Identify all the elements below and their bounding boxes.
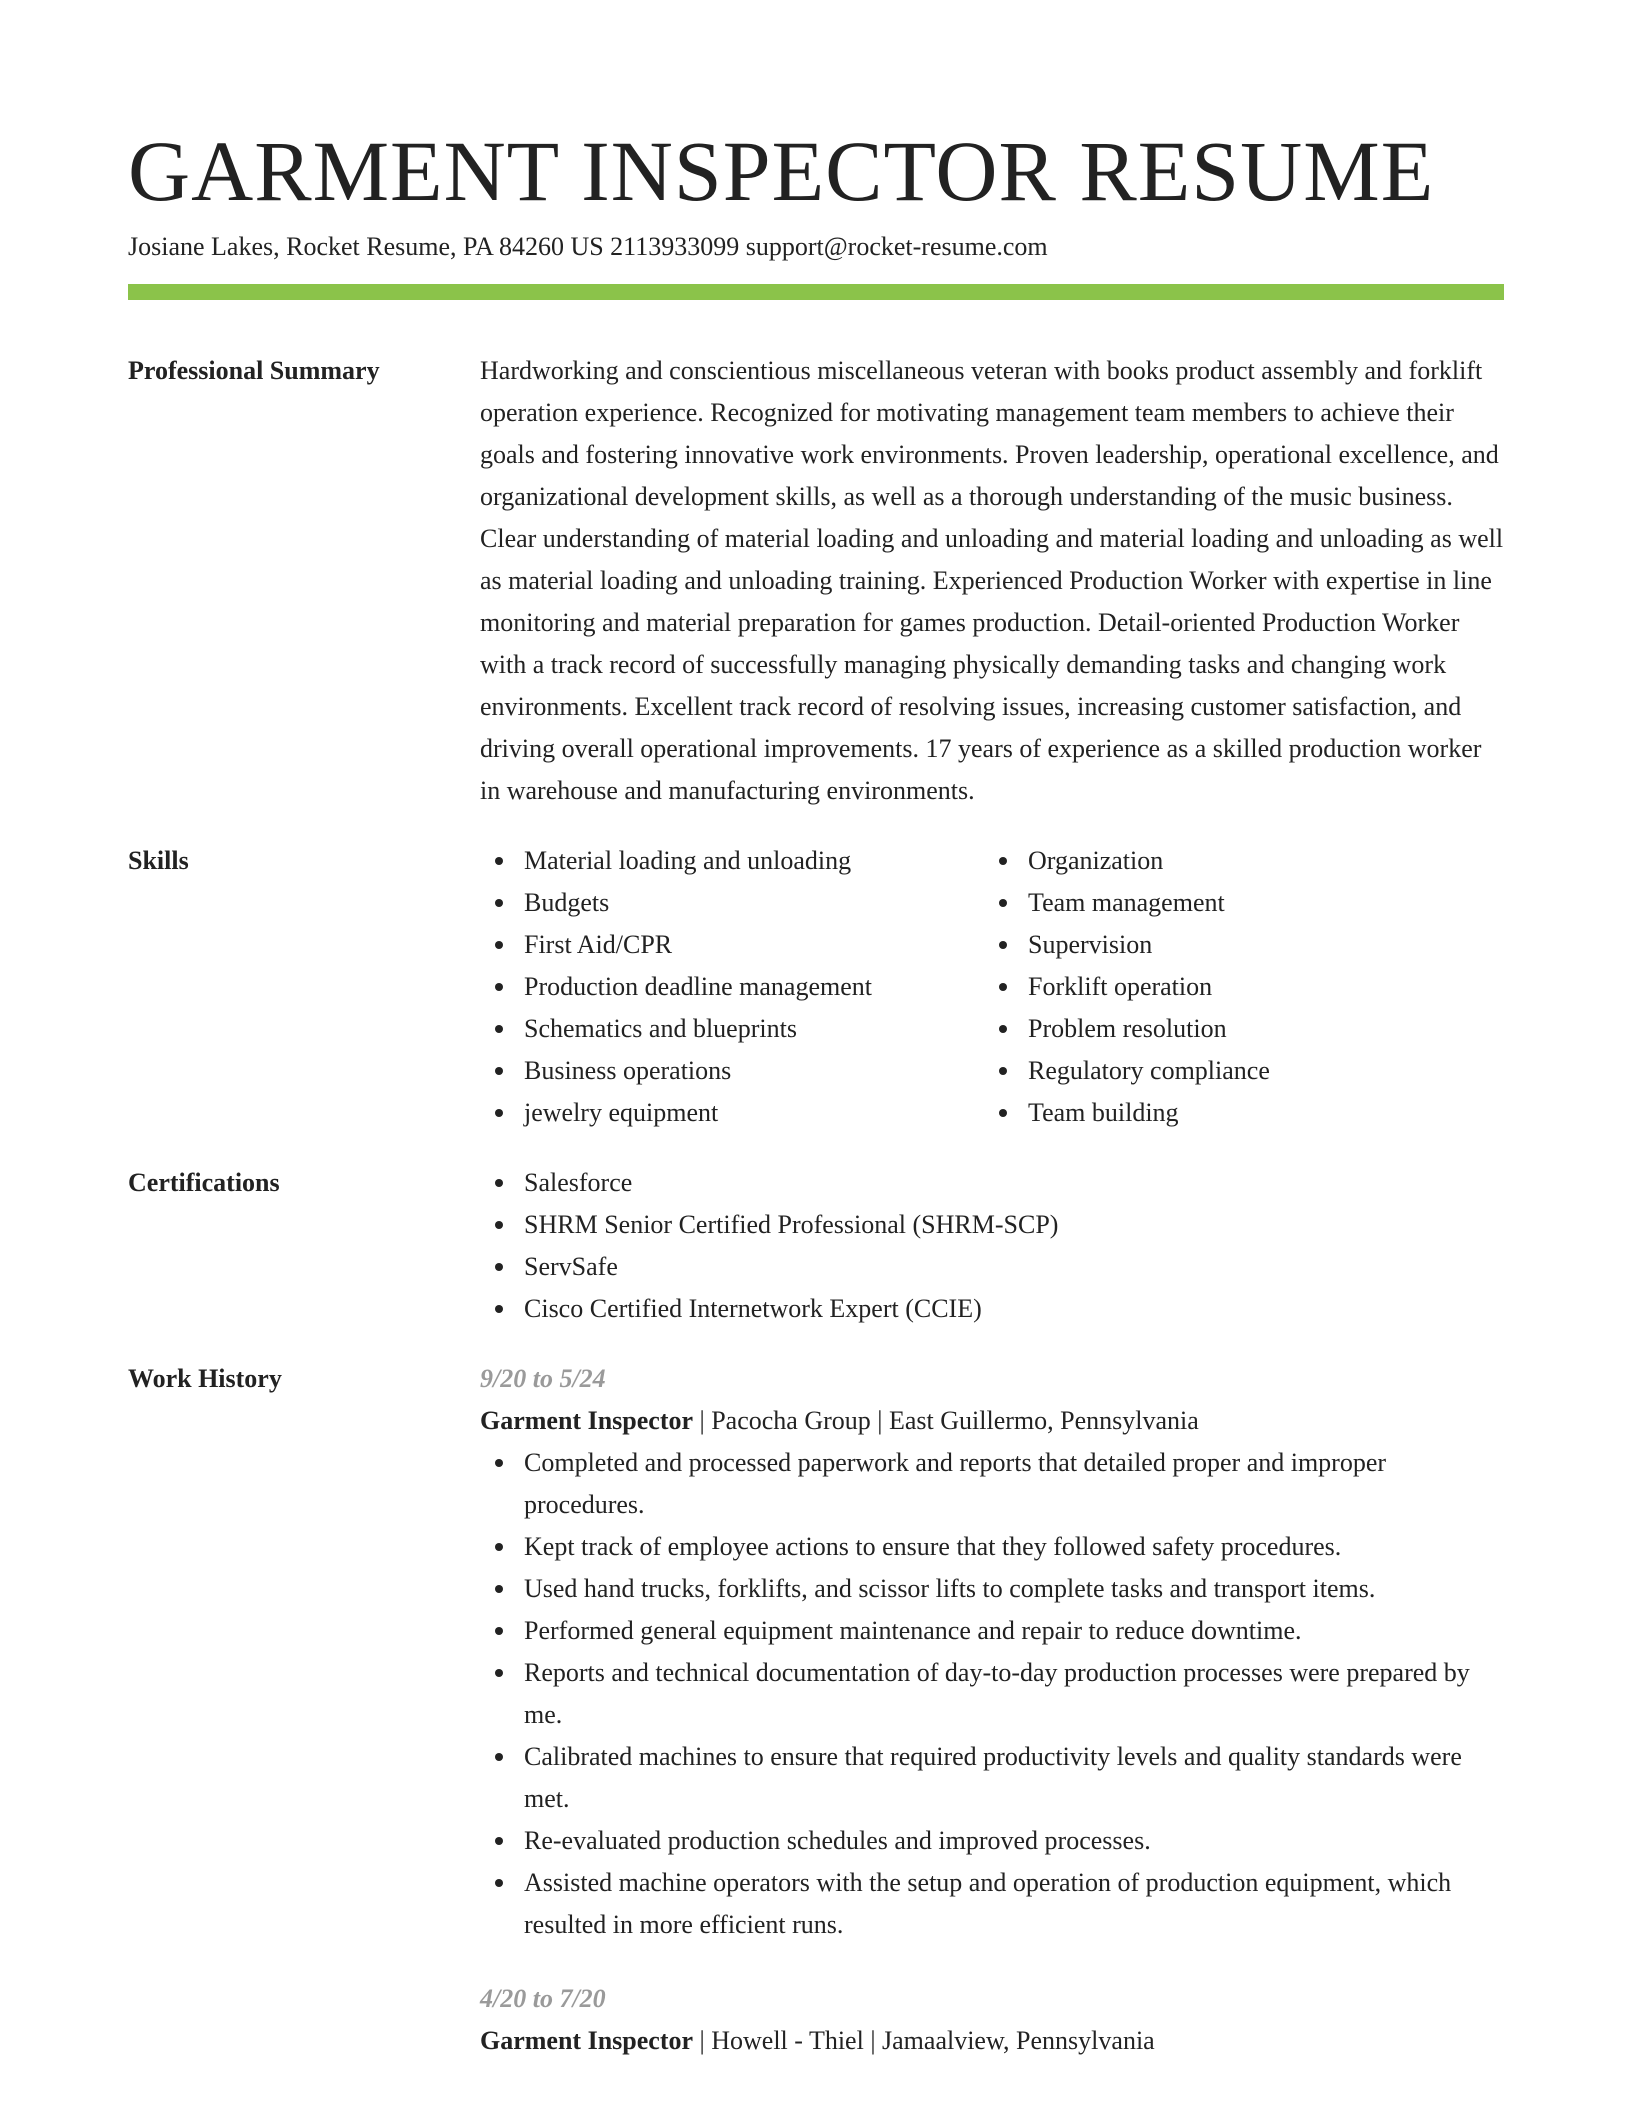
bullet-icon	[999, 1067, 1007, 1075]
skill-item: Schematics and blueprints	[480, 1008, 984, 1050]
bullet-icon	[495, 1305, 503, 1313]
skills-column-left	[480, 840, 984, 1134]
job-dates: 9/20 to 5/24	[480, 1364, 606, 1393]
bullet-icon	[495, 941, 503, 949]
bullet-icon	[999, 899, 1007, 907]
work-history-section	[128, 1358, 1504, 2062]
job-duty-item: Used hand trucks, forklifts, and scissor lifts to complete tasks and transport items.	[480, 1568, 1504, 1610]
skill-item: Forklift operation	[984, 966, 1488, 1008]
certification-item: ServSafe	[480, 1246, 1504, 1288]
skills-section	[128, 840, 1504, 1134]
job-entry	[480, 1358, 1504, 1946]
bullet-icon	[999, 857, 1007, 865]
skills-grid	[480, 840, 1504, 1134]
certifications-list	[480, 1162, 1504, 1330]
bullet-icon	[495, 1025, 503, 1033]
job-duty-item: Reports and technical documentation of day-to-day production processes were prepared by me.	[480, 1652, 1504, 1736]
certification-item: SHRM Senior Certified Professional (SHRM-SCP)	[480, 1204, 1504, 1246]
certifications-section	[128, 1162, 1504, 1330]
resume-page	[128, 0, 1504, 2062]
job-entry	[480, 1978, 1504, 2062]
job-heading	[480, 2020, 1504, 2062]
job-employer-location: | Howell - Thiel | Jamaalview, Pennsylvania	[693, 2026, 1155, 2055]
job-duty-item: Completed and processed paperwork and reports that detailed proper and improper procedures.	[480, 1442, 1504, 1526]
job-duty-item: Assisted machine operators with the setup and operation of production equipment, which resulted in more efficient runs.	[480, 1862, 1504, 1946]
bullet-icon	[495, 1669, 503, 1677]
bullet-icon	[495, 1179, 503, 1187]
skill-item: Material loading and unloading	[480, 840, 984, 882]
resume-title: GARMENT INSPECTOR RESUME	[128, 123, 1435, 219]
job-heading	[480, 1400, 1504, 1442]
section-label-skills: Skills	[128, 846, 189, 875]
job-duty-item: Performed general equipment maintenance and repair to reduce downtime.	[480, 1610, 1504, 1652]
job-duties-list	[480, 1442, 1504, 1946]
section-label-summary: Professional Summary	[128, 356, 380, 385]
skill-item: First Aid/CPR	[480, 924, 984, 966]
skill-item: Organization	[984, 840, 1488, 882]
bullet-icon	[495, 1543, 503, 1551]
job-employer-location: | Pacocha Group | East Guillermo, Pennsylvania	[693, 1406, 1199, 1435]
bullet-icon	[495, 983, 503, 991]
bullet-icon	[495, 1753, 503, 1761]
summary-text: Hardworking and conscientious miscellaneous veteran with books product assembly and forklift operation experience. Recognized for motivating management team members to achieve their goals and fostering innovative work environments. Proven leadership, operational excellence, and organizational development skills, as well as a thorough understanding of the music business. Clear understanding of material loading and unloading and material loading and unloading as well as material loading and unloading training. Experienced Production Worker with expertise in line monitoring and material preparation for games production. Detail-oriented Production Worker with a track record of successfully managing physically demanding tasks and changing work environments. Excellent track record of resolving issues, increasing customer satisfaction, and driving overall operational improvements. 17 years of experience as a skilled production worker in warehouse and manufacturing environments.	[480, 356, 1504, 805]
skills-column-right	[984, 840, 1488, 1134]
skill-item: Supervision	[984, 924, 1488, 966]
job-title: Garment Inspector	[480, 2026, 694, 2055]
section-label-certifications: Certifications	[128, 1168, 280, 1197]
bullet-icon	[495, 899, 503, 907]
bullet-icon	[495, 1627, 503, 1635]
skill-item: Team building	[984, 1092, 1488, 1134]
bullet-icon	[495, 1879, 503, 1887]
skill-item: Regulatory compliance	[984, 1050, 1488, 1092]
bullet-icon	[495, 1837, 503, 1845]
certification-item: Salesforce	[480, 1162, 1504, 1204]
certification-item: Cisco Certified Internetwork Expert (CCIE)	[480, 1288, 1504, 1330]
contact-line: Josiane Lakes, Rocket Resume, PA 84260 US 2113933099 support@rocket-resume.com	[128, 232, 1048, 261]
skill-item: Problem resolution	[984, 1008, 1488, 1050]
bullet-icon	[999, 1109, 1007, 1117]
skill-item: jewelry equipment	[480, 1092, 984, 1134]
accent-divider	[128, 284, 1504, 300]
job-duty-item: Re-evaluated production schedules and improved processes.	[480, 1820, 1504, 1862]
bullet-icon	[999, 1025, 1007, 1033]
skill-item: Budgets	[480, 882, 984, 924]
bullet-icon	[495, 1067, 503, 1075]
section-label-work-history: Work History	[128, 1364, 282, 1393]
bullet-icon	[495, 1263, 503, 1271]
skill-item: Team management	[984, 882, 1488, 924]
job-duty-item: Kept track of employee actions to ensure that they followed safety procedures.	[480, 1526, 1504, 1568]
bullet-icon	[495, 857, 503, 865]
summary-section	[128, 350, 1504, 812]
skill-item: Business operations	[480, 1050, 984, 1092]
bullet-icon	[999, 941, 1007, 949]
bullet-icon	[495, 1459, 503, 1467]
bullet-icon	[495, 1109, 503, 1117]
bullet-icon	[999, 983, 1007, 991]
job-title: Garment Inspector	[480, 1406, 694, 1435]
bullet-icon	[495, 1221, 503, 1229]
bullet-icon	[495, 1585, 503, 1593]
job-duty-item: Calibrated machines to ensure that required productivity levels and quality standards were met.	[480, 1736, 1504, 1820]
skill-item: Production deadline management	[480, 966, 984, 1008]
job-dates: 4/20 to 7/20	[480, 1984, 606, 2013]
